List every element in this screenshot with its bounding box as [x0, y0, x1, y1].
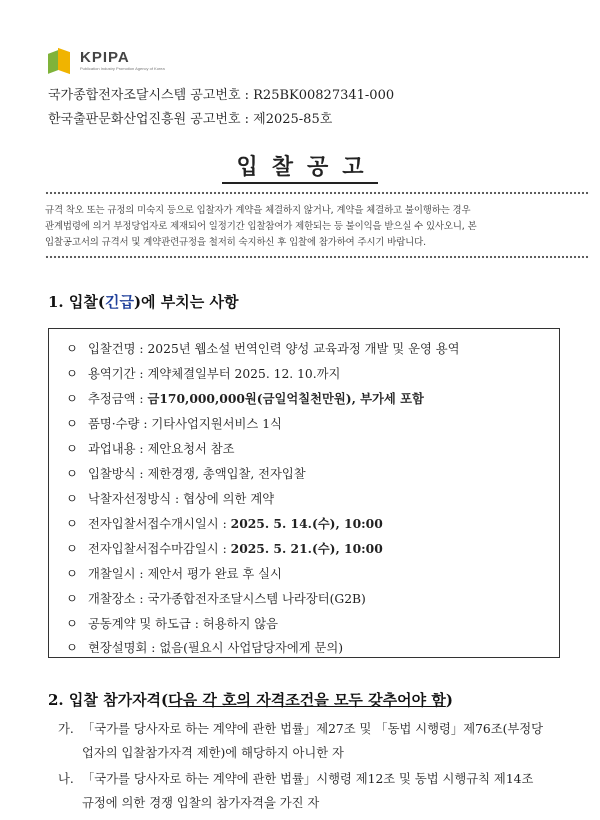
qualification-ga [58, 719, 543, 737]
page-title-text: 입찰공고 [222, 154, 377, 184]
qualification-na [58, 769, 533, 787]
item-label: 추정금액 : [88, 392, 148, 406]
item-text: 품명·수량 : 기타사업지원서비스 1식 [88, 417, 282, 431]
qualification-text: 「국가를 당사자로 하는 계약에 관한 법률」제27조 및 「동법 시행령」제76조(부정당 [82, 722, 544, 736]
section-1-prefix: 1. 입찰( [48, 293, 105, 311]
book-logo-icon [48, 48, 76, 72]
bullet-icon: ㅇ [66, 442, 78, 456]
list-item [66, 414, 282, 432]
list-item [66, 638, 343, 656]
list-item [66, 464, 306, 482]
qualification-na-cont: 규정에 의한 경쟁 입찰의 참가자격을 가진 자 [82, 796, 320, 810]
agency-notice-number: 한국출판문화산업진흥원 공고번호 : 제2025-85호 [48, 112, 333, 127]
item-label: 전자입찰서접수개시일시 : [88, 517, 231, 531]
kpipa-logo [48, 48, 165, 72]
list-item [66, 364, 340, 382]
list-item [66, 439, 235, 457]
section-2-suffix: ) [445, 691, 453, 709]
intro-line: 관계법령에 의거 부정당업자로 제재되어 일정기간 입찰참여가 제한되는 등 불이익을 받으실 수 있사오니, 본 [45, 221, 477, 232]
item-text: 현장설명회 : 없음(필요시 사업담당자에게 문의) [88, 641, 344, 655]
bullet-icon: ㅇ [66, 517, 78, 531]
logo-subtitle: Publication Industry Promotion Agency of Korea [80, 65, 165, 71]
bullet-icon: ㅇ [66, 342, 78, 356]
g2b-notice-number: 국가종합전자조달시스템 공고번호 : R25BK00827341-000 [48, 88, 395, 103]
qualification-ga-cont: 업자의 입찰참가자격 제한)에 해당하지 아니한 자 [82, 746, 344, 760]
list-item [66, 489, 274, 507]
section-1-highlight: 긴급 [104, 293, 134, 311]
top-asterisk-divider [45, 190, 590, 196]
item-text: 개찰장소 : 국가종합전자조달시스템 나라장터(G2B) [88, 592, 366, 606]
bullet-icon: ㅇ [66, 641, 78, 655]
bullet-icon: ㅇ [66, 392, 78, 406]
bid-open-datetime: 2025. 5. 14.(수), 10:00 [230, 516, 383, 531]
bullet-icon: ㅇ [66, 467, 78, 481]
section-2-heading [48, 689, 453, 710]
estimated-price: 금170,000,000원(금일억칠천만원), 부가세 포함 [147, 391, 424, 406]
bottom-asterisk-divider [45, 254, 590, 260]
page-title [0, 150, 600, 181]
list-item [66, 389, 424, 407]
list-item [66, 539, 383, 557]
intro-warning [45, 203, 590, 251]
qualification-label: 가. [58, 722, 74, 736]
intro-line: 입찰공고서의 규격서 및 계약관련규정을 철저히 숙지하신 후 입찰에 참가하여 주시기 바랍니다. [45, 237, 426, 248]
bullet-icon: ㅇ [66, 567, 78, 581]
bullet-icon: ㅇ [66, 617, 78, 631]
item-text: 공동계약 및 하도급 : 허용하지 않음 [88, 617, 278, 631]
qualification-text: 「국가를 당사자로 하는 계약에 관한 법률」시행령 제12조 및 동법 시행규칙 제14조 [82, 772, 534, 786]
section-1-suffix: )에 부치는 사항 [133, 293, 239, 311]
section-2-prefix: 2. 입찰 참가자격( [48, 691, 169, 709]
item-text: 용역기간 : 계약체결일부터 2025. 12. 10.까지 [88, 367, 341, 381]
bid-close-datetime: 2025. 5. 21.(수), 10:00 [230, 541, 383, 556]
intro-line: 규격 착오 또는 규정의 미숙지 등으로 입찰자가 계약을 체결하지 않거나, 계약을 체결하고 불이행하는 경우 [45, 205, 471, 216]
item-text: 과업내용 : 제안요청서 참조 [88, 442, 235, 456]
list-item [66, 514, 383, 532]
section-2-underlined: 다음 각 호의 자격조건을 모두 갖추어야 함 [168, 691, 446, 709]
qualification-label: 나. [58, 772, 74, 786]
logo-name: KPIPA [80, 48, 130, 66]
item-label: 전자입찰서접수마감일시 : [88, 542, 231, 556]
list-item [66, 339, 460, 357]
bullet-icon: ㅇ [66, 417, 78, 431]
item-text: 입찰방식 : 제한경쟁, 총액입찰, 전자입찰 [88, 467, 306, 481]
item-text: 낙찰자선정방식 : 협상에 의한 계약 [88, 492, 275, 506]
item-text: 개찰일시 : 제안서 평가 완료 후 실시 [88, 567, 282, 581]
bullet-icon: ㅇ [66, 367, 78, 381]
list-item [66, 589, 366, 607]
list-item [66, 614, 278, 632]
bullet-icon: ㅇ [66, 592, 78, 606]
list-item [66, 564, 282, 582]
bullet-icon: ㅇ [66, 542, 78, 556]
bullet-icon: ㅇ [66, 492, 78, 506]
section-1-heading [48, 291, 238, 312]
item-text: 입찰건명 : 2025년 웹소설 번역인력 양성 교육과정 개발 및 운영 용역 [88, 342, 460, 356]
